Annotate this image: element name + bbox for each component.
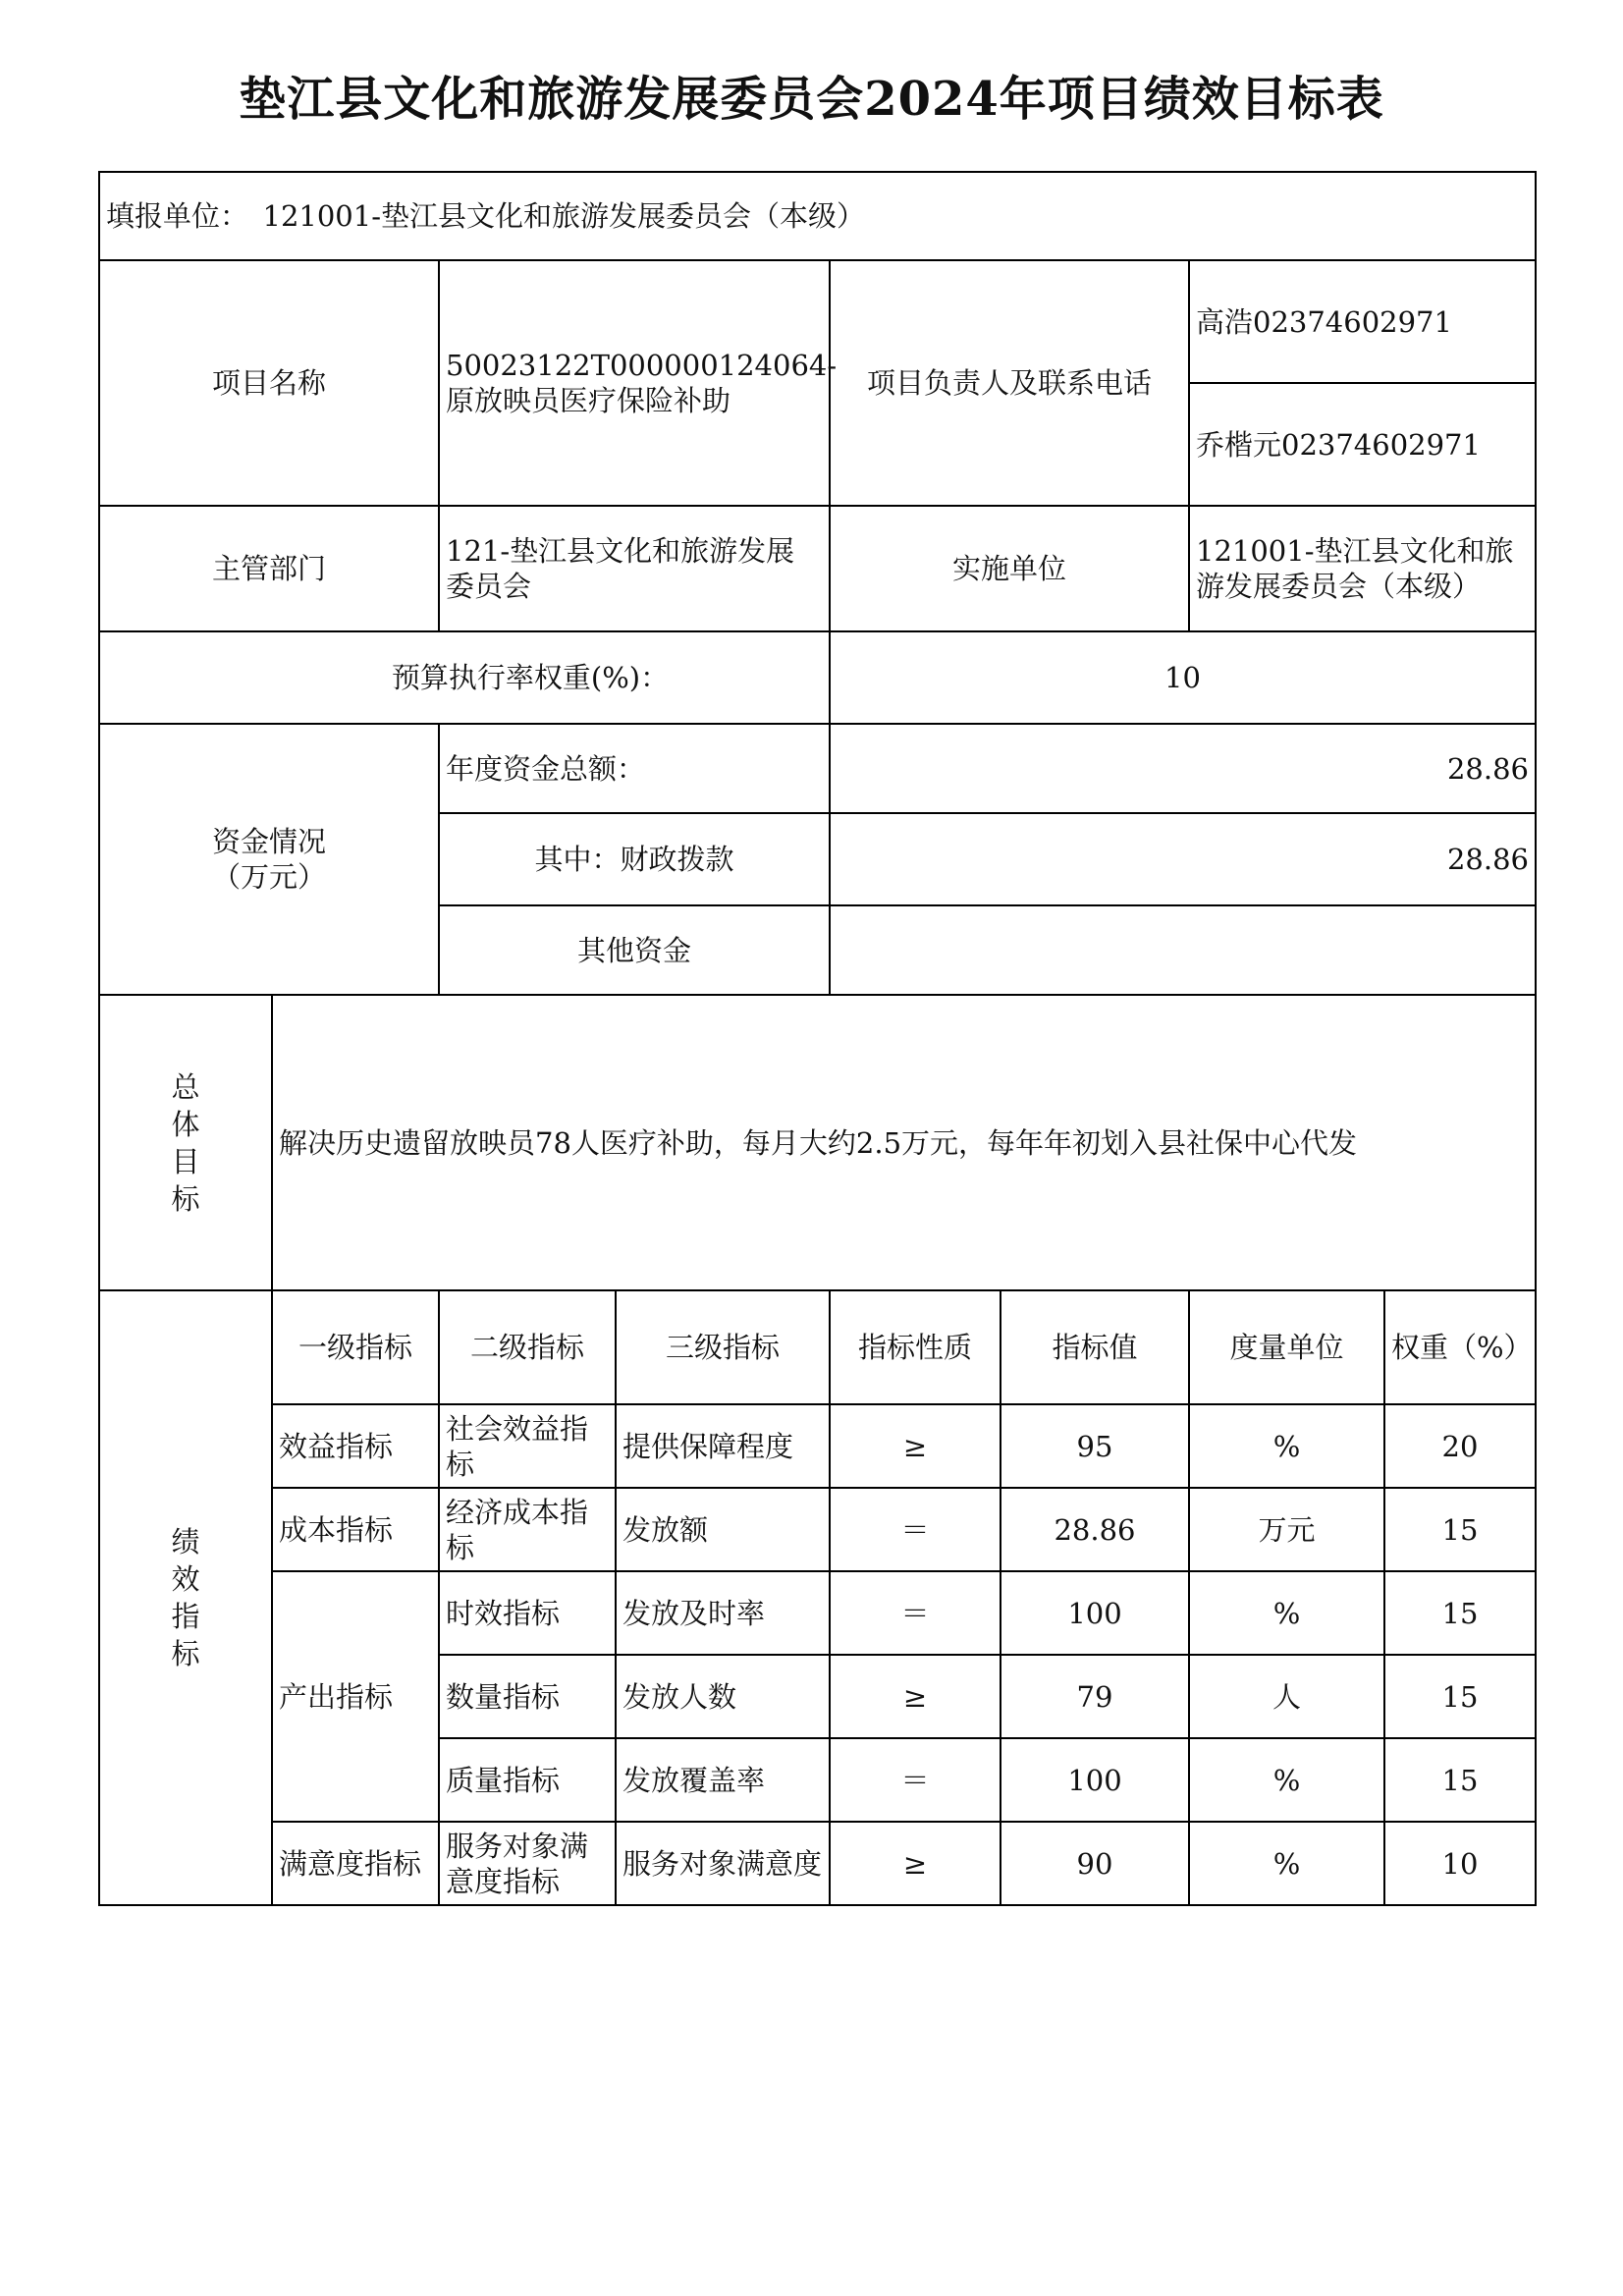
row-unit: % bbox=[1189, 1822, 1384, 1905]
page-title: 垫江县文化和旅游发展委员会2024年项目绩效目标表 bbox=[239, 72, 1384, 127]
row-level2: 质量指标 bbox=[439, 1738, 616, 1822]
contact-label: 项目负责人及联系电话 bbox=[830, 260, 1189, 506]
row-level1: 满意度指标 bbox=[272, 1822, 439, 1905]
row-level2: 社会效益指标 bbox=[439, 1404, 616, 1488]
row-level3: 发放额 bbox=[616, 1488, 830, 1571]
department-value: 121-垫江县文化和旅游发展委员会 bbox=[439, 506, 830, 631]
row-weight: 20 bbox=[1384, 1404, 1536, 1488]
budget-rate-label: 预算执行率权重(%)： bbox=[99, 631, 830, 724]
row-nature: ≥ bbox=[830, 1655, 1001, 1738]
row-nature: ＝ bbox=[830, 1738, 1001, 1822]
row-level1: 成本指标 bbox=[272, 1488, 439, 1571]
row-level1: 效益指标 bbox=[272, 1404, 439, 1488]
indicators-label: 绩 效 指 标 bbox=[99, 1290, 272, 1905]
row-unit: % bbox=[1189, 1571, 1384, 1655]
project-name-value: 50023122T000000124064-原放映员医疗保险补助 bbox=[439, 260, 830, 506]
row-unit: 人 bbox=[1189, 1655, 1384, 1738]
fiscal-funds-label: 其中：财政拨款 bbox=[439, 813, 830, 905]
row-weight: 15 bbox=[1384, 1488, 1536, 1571]
funds-label bbox=[99, 724, 439, 995]
row-nature: ＝ bbox=[830, 1488, 1001, 1571]
row-level2: 服务对象满意度指标 bbox=[439, 1822, 616, 1905]
table-row bbox=[99, 1571, 1536, 1655]
row-level1: 产出指标 bbox=[272, 1571, 439, 1822]
row-level3: 发放覆盖率 bbox=[616, 1738, 830, 1822]
annual-funds-value: 28.86 bbox=[830, 724, 1536, 813]
department-label: 主管部门 bbox=[99, 506, 439, 631]
row-level3: 服务对象满意度 bbox=[616, 1822, 830, 1905]
row-value: 79 bbox=[1001, 1655, 1189, 1738]
row-nature: ≥ bbox=[830, 1404, 1001, 1488]
table-row bbox=[99, 1404, 1536, 1488]
implementing-unit-value: 121001-垫江县文化和旅游发展委员会（本级） bbox=[1189, 506, 1536, 631]
funds-label-line1: 资金情况 bbox=[211, 825, 326, 858]
row-nature: ＝ bbox=[830, 1571, 1001, 1655]
reporting-unit: 填报单位： 121001-垫江县文化和旅游发展委员会（本级） bbox=[99, 172, 1536, 260]
funds-label-line2: （万元） bbox=[211, 860, 326, 894]
project-name-label: 项目名称 bbox=[99, 260, 439, 506]
row-level3: 发放及时率 bbox=[616, 1571, 830, 1655]
contact-1: 高浩02374602971 bbox=[1189, 260, 1536, 383]
implementing-unit-label: 实施单位 bbox=[830, 506, 1189, 631]
annual-funds-label: 年度资金总额： bbox=[439, 724, 830, 813]
other-funds-value bbox=[830, 905, 1536, 995]
row-value: 28.86 bbox=[1001, 1488, 1189, 1571]
row-value: 100 bbox=[1001, 1738, 1189, 1822]
table-row bbox=[99, 1488, 1536, 1571]
row-weight: 15 bbox=[1384, 1738, 1536, 1822]
row-level2: 经济成本指标 bbox=[439, 1488, 616, 1571]
header-level3: 三级指标 bbox=[616, 1290, 830, 1404]
row-level2: 数量指标 bbox=[439, 1655, 616, 1738]
budget-rate-value: 10 bbox=[830, 631, 1536, 724]
contact-2: 乔楷元02374602971 bbox=[1189, 383, 1536, 506]
other-funds-label: 其他资金 bbox=[439, 905, 830, 995]
row-value: 95 bbox=[1001, 1404, 1189, 1488]
row-unit: 万元 bbox=[1189, 1488, 1384, 1571]
row-level3: 发放人数 bbox=[616, 1655, 830, 1738]
row-level3: 提供保障程度 bbox=[616, 1404, 830, 1488]
header-nature: 指标性质 bbox=[830, 1290, 1001, 1404]
row-nature: ≥ bbox=[830, 1822, 1001, 1905]
table-row bbox=[99, 1822, 1536, 1905]
overall-goal-text: 解决历史遗留放映员78人医疗补助，每月大约2.5万元，每年年初划入县社保中心代发 bbox=[272, 995, 1536, 1290]
performance-table bbox=[98, 171, 1537, 1906]
header-level1: 一级指标 bbox=[272, 1290, 439, 1404]
row-weight: 15 bbox=[1384, 1571, 1536, 1655]
fiscal-funds-value: 28.86 bbox=[830, 813, 1536, 905]
row-value: 90 bbox=[1001, 1822, 1189, 1905]
overall-goal-label: 总 体 目 标 bbox=[99, 995, 272, 1290]
row-value: 100 bbox=[1001, 1571, 1189, 1655]
header-unit: 度量单位 bbox=[1189, 1290, 1384, 1404]
row-unit: % bbox=[1189, 1738, 1384, 1822]
row-unit: % bbox=[1189, 1404, 1384, 1488]
row-weight: 15 bbox=[1384, 1655, 1536, 1738]
header-value: 指标值 bbox=[1001, 1290, 1189, 1404]
row-level2: 时效指标 bbox=[439, 1571, 616, 1655]
header-level2: 二级指标 bbox=[439, 1290, 616, 1404]
header-weight: 权重（%） bbox=[1384, 1290, 1536, 1404]
row-weight: 10 bbox=[1384, 1822, 1536, 1905]
